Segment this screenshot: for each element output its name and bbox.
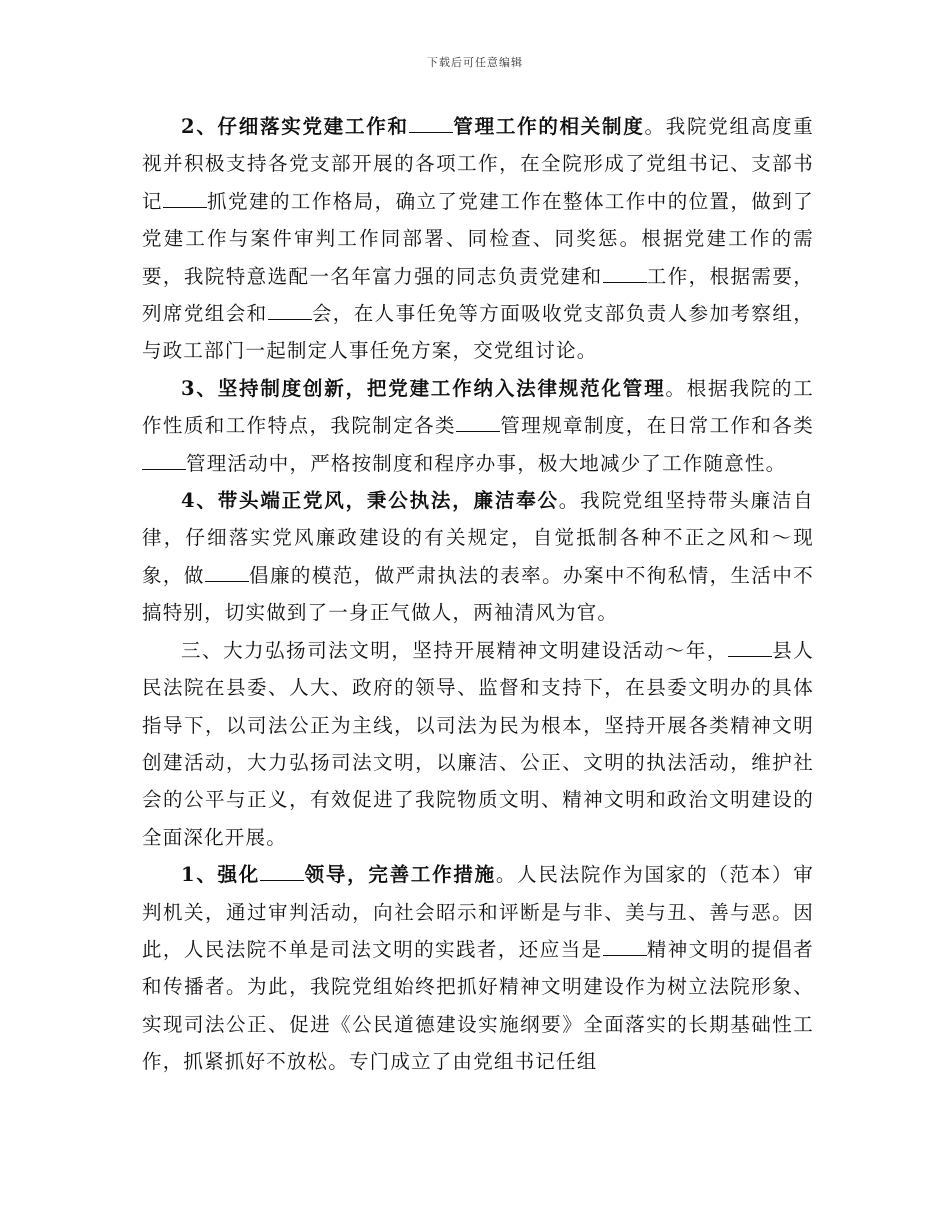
paragraph-heading: 1、强化 领导，完善工作措施 xyxy=(181,863,496,887)
paragraph-heading: 2、仔细落实党建工作和 管理工作的相关制度 xyxy=(181,115,645,138)
paragraph-judicial-civilization: 三、大力弘扬司法文明，坚持开展精神文明建设活动～年， 县人民法院在县委、人大、政府的领导、监督和支持下，在县委文明办的具体指导下，以司法公正为主线，以司法为民为根本，坚持开展各类精神文明创建活动，大力弘扬司法文明，以廉洁、公正、文明的执法活动，维护社会的公平与正义，有效促进了我院物质文明、精神文明和政治文明建设的全面深化开展。 xyxy=(142,638,814,849)
paragraph-heading: 4、带头端正党风，秉公执法，廉洁奉公 xyxy=(181,489,559,513)
paragraph-party-conduct: 4、带头端正党风，秉公执法，廉洁奉公。我院党组坚持带头廉洁自律，仔细落实党风廉政建设的有关规定，自觉抵制各种不正之风和～现象，做 倡廉的模范，做严肃执法的表率。办案中不徇私情，生活中不搞特别，切实做到了一身正气做人，两袖清风为官。 xyxy=(142,489,814,625)
fill-blank xyxy=(603,939,647,956)
page-header: 下载后可任意编辑 xyxy=(427,56,523,69)
fill-blank xyxy=(456,415,500,432)
fill-blank xyxy=(205,565,249,582)
paragraph-party-building-system: 2、仔细落实党建工作和 管理工作的相关制度。我院党组高度重视并积极支持各党支部开展的各项工作，在全院形成了党组书记、支部书记 抓党建的工作格局，确立了党建工作在整体工作中的位置，做到了党建工作与案件审判工作同部署、同检查、同奖惩。根据党建工作的需要，我院特意选配一名年富力强的同志负责党建和 工作，根据需要，列席党组会和 会，在人事任免等方面吸收党支部负责人参加考察组，与政工部门一起制定人事任免方案，交党组讨论。 xyxy=(142,115,814,363)
fill-blank xyxy=(268,303,312,320)
fill-blank xyxy=(603,266,647,283)
fill-blank xyxy=(409,116,453,133)
paragraph-heading: 3、坚持制度创新，把党建工作纳入法律规范化管理 xyxy=(181,376,666,400)
paragraph-strengthen-leadership: 1、强化 领导，完善工作措施。人民法院作为国家的（范本）审判机关，通过审判活动，向社会昭示和评断是与非、美与丑、善与恶。因此，人民法院不单是司法文明的实践者，还应当是 精神文明的提倡者和传播者。为此，我院党组始终把抓好精神文明建设作为树立法院形象、实现司法公正、促进《公民道德建设实施纲要》全面落实的长期基础性工作，抓紧抓好不放松。专门成立了由党组书记任组 xyxy=(142,863,814,1074)
fill-blank xyxy=(142,453,186,470)
fill-blank xyxy=(728,640,772,657)
fill-blank xyxy=(163,191,207,208)
fill-blank xyxy=(260,864,304,881)
paragraph-institutional-innovation: 3、坚持制度创新，把党建工作纳入法律规范化管理。根据我院的工作性质和工作特点，我院制定各类 管理规章制度，在日常工作和各类管理活动中，严格按制度和程序办事，极大地减少了工作随意性。 xyxy=(142,376,814,475)
document-body xyxy=(142,108,814,1081)
